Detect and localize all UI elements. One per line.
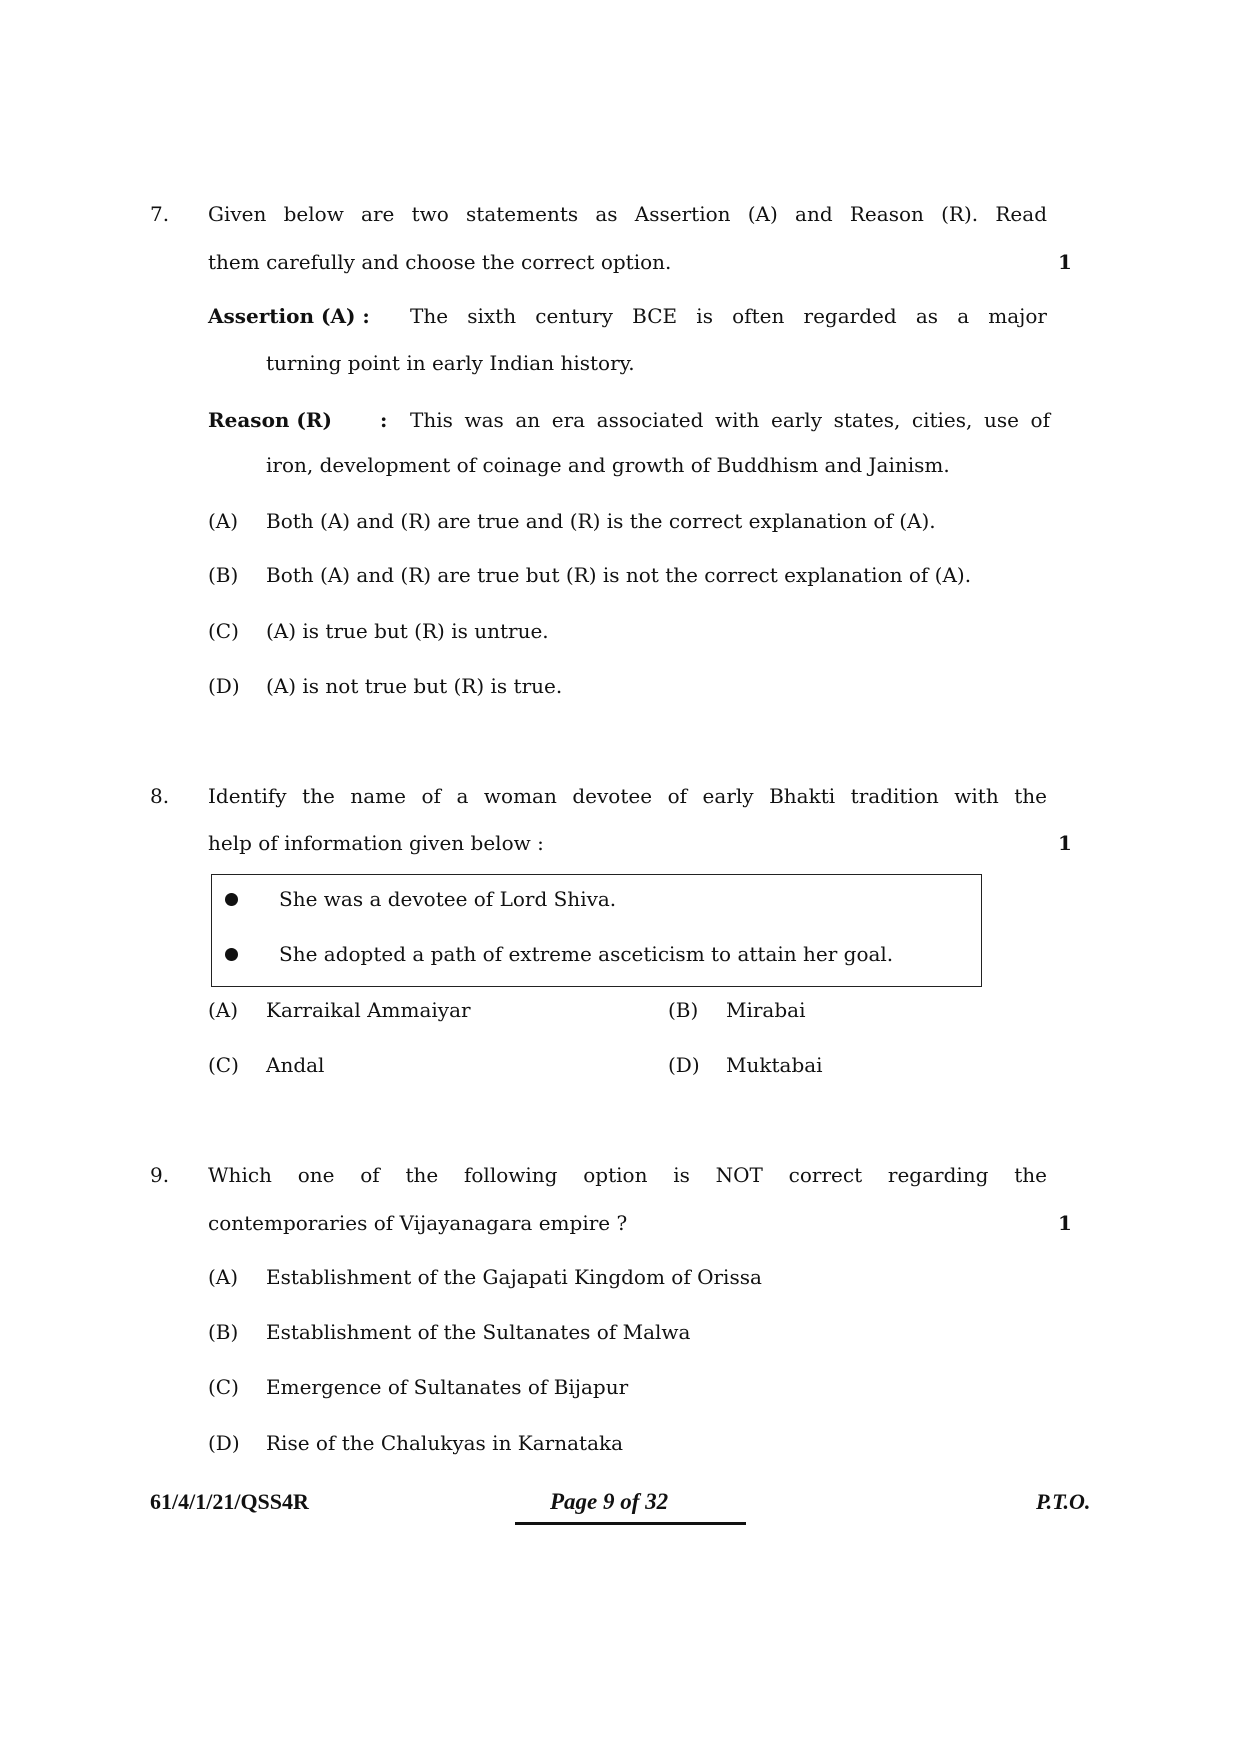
page-number-underline — [515, 1522, 746, 1525]
q7-option-d: (A) is not true but (R) is true. — [266, 674, 563, 698]
assertion-line2: turning point in early Indian history. — [266, 351, 635, 375]
q8-text-line1: Identify the name of a woman devotee of early Bhakti tradition with the — [208, 784, 1047, 808]
q9-option-b-key: (B) — [208, 1320, 239, 1344]
reason-line2: iron, development of coinage and growth of Buddhism and Jainism. — [266, 453, 950, 477]
q9-option-a: Establishment of the Gajapati Kingdom of Orissa — [266, 1265, 762, 1289]
q7-option-c-key: (C) — [208, 619, 239, 643]
q7-option-a-key: (A) — [208, 509, 239, 533]
q9-option-c-key: (C) — [208, 1375, 239, 1399]
page-number: Page 9 of 32 — [550, 1489, 669, 1514]
q7-text-line2: them carefully and choose the correct option. — [208, 250, 672, 274]
q8-option-b-key: (B) — [668, 998, 699, 1022]
q8-number: 8. — [150, 784, 170, 808]
bullet-icon — [225, 948, 238, 961]
bullet-icon — [225, 893, 238, 906]
q9-option-d-key: (D) — [208, 1431, 240, 1455]
q8-option-b: Mirabai — [726, 998, 806, 1022]
q7-text-line1: Given below are two statements as Assertion (A) and Reason (R). Read — [208, 202, 1047, 226]
q8-option-a: Karraikal Ammaiyar — [266, 998, 471, 1022]
q9-text-line2: contemporaries of Vijayanagara empire ? — [208, 1211, 628, 1235]
q8-option-a-key: (A) — [208, 998, 239, 1022]
q7-number: 7. — [150, 202, 170, 226]
paper-code: 61/4/1/21/QSS4R — [150, 1489, 309, 1514]
pto-label: P.T.O. — [1036, 1489, 1091, 1514]
q9-marks: 1 — [1058, 1211, 1072, 1235]
q7-option-b: Both (A) and (R) are true but (R) is not the correct explanation of (A). — [266, 563, 972, 587]
q8-option-c: Andal — [266, 1053, 325, 1077]
q7-option-c: (A) is true but (R) is untrue. — [266, 619, 549, 643]
reason-label: Reason (R) — [208, 408, 332, 432]
assertion-line1: The sixth century BCE is often regarded as a major — [410, 304, 1047, 328]
q7-option-d-key: (D) — [208, 674, 240, 698]
q7-marks: 1 — [1058, 250, 1072, 274]
q9-option-a-key: (A) — [208, 1265, 239, 1289]
q8-option-d-key: (D) — [668, 1053, 700, 1077]
q9-text-line1: Which one of the following option is NOT correct regarding the — [208, 1163, 1047, 1187]
assertion-label: Assertion (A) : — [208, 304, 370, 328]
q9-option-d: Rise of the Chalukyas in Karnataka — [266, 1431, 624, 1455]
q8-option-d: Muktabai — [726, 1053, 823, 1077]
reason-line1: This was an era associated with early states, cities, use of — [410, 408, 1050, 432]
q9-number: 9. — [150, 1163, 170, 1187]
info-bullet-2: She adopted a path of extreme asceticism to attain her goal. — [279, 942, 894, 966]
q9-option-c: Emergence of Sultanates of Bijapur — [266, 1375, 629, 1399]
q9-option-b: Establishment of the Sultanates of Malwa — [266, 1320, 691, 1344]
reason-colon: : — [380, 408, 388, 432]
q8-option-c-key: (C) — [208, 1053, 239, 1077]
info-bullet-1: She was a devotee of Lord Shiva. — [279, 887, 617, 911]
q8-marks: 1 — [1058, 831, 1072, 855]
q8-text-line2: help of information given below : — [208, 831, 544, 855]
q7-option-a: Both (A) and (R) are true and (R) is the correct explanation of (A). — [266, 509, 936, 533]
q7-option-b-key: (B) — [208, 563, 239, 587]
